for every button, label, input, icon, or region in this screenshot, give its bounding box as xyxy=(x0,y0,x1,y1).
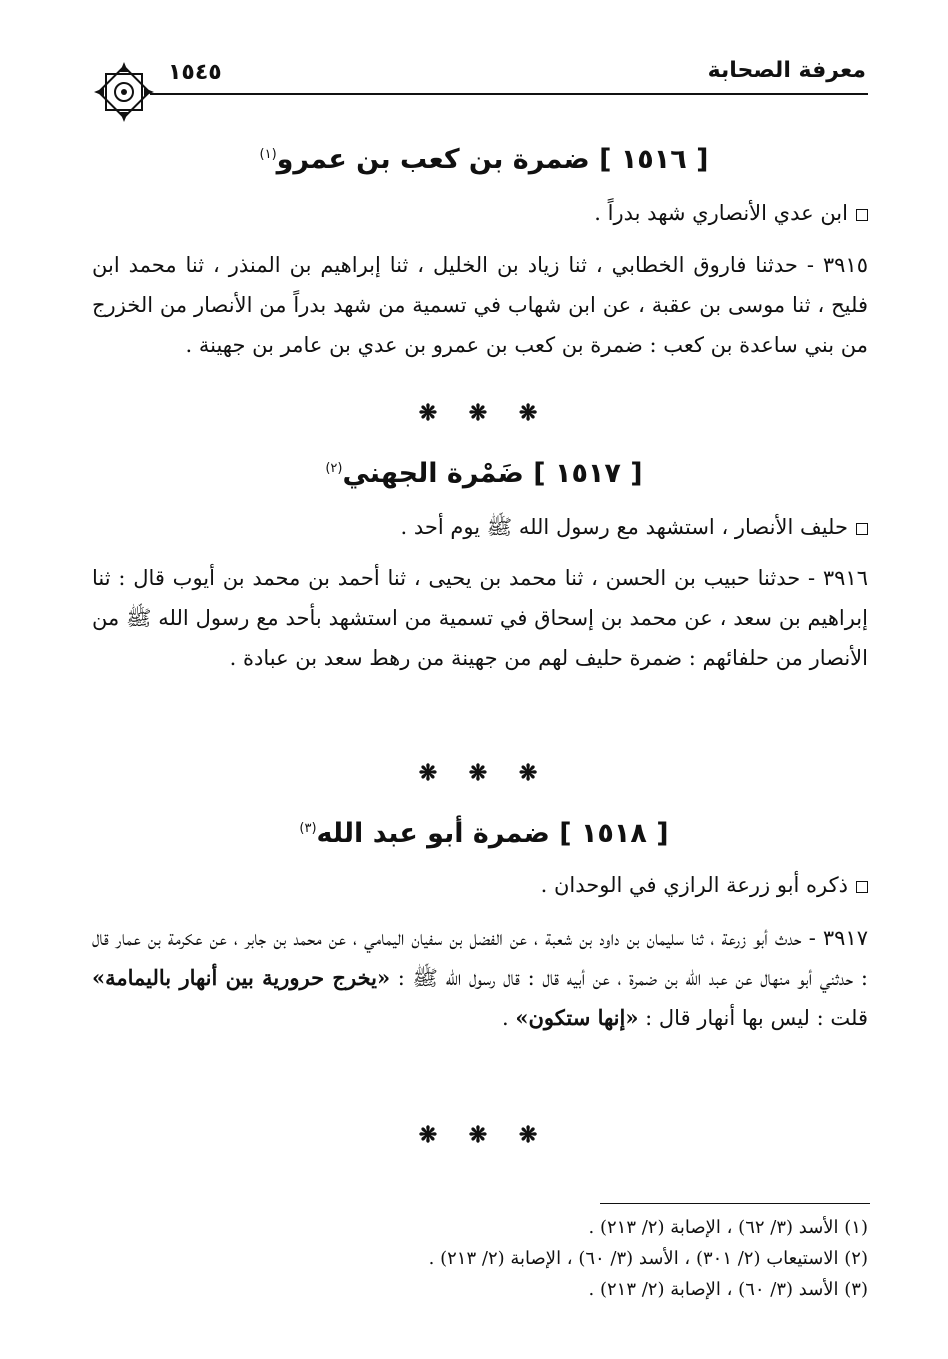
note-text: ابن عدي الأنصاري شهد بدراً . xyxy=(594,201,848,225)
hadith-text: ٣٩١٧ - حدث أبو زرعة ، ثنا سليمان بن داود بن شعبة ، عن الفضل بن سفيان اليمامي ، عن محمد بن جابر ، عن عكرمة بن عمار قال : حدثني أبو منهال عن عبد الله بن ضمرة ، عن أبيه قال : قال رسول الله ﷺ : xyxy=(92,926,868,990)
square-bullet-icon xyxy=(856,209,868,221)
square-bullet-icon xyxy=(856,881,868,893)
footnote-2: (٢) الاستيعاب (٢/ ٣٠١) ، الأسد (٣/ ٦٠) ، الإصابة (٢/ ٢١٣) . xyxy=(428,1248,868,1269)
hadith-text: . xyxy=(502,1006,516,1030)
footnote-3: (٣) الأسد (٣/ ٦٠) ، الإصابة (٢/ ٢١٣) . xyxy=(588,1279,868,1300)
hadith-3915: ٣٩١٥ - حدثنا فاروق الخطابي ، ثنا زياد بن الخليل ، ثنا إبراهيم بن المنذر ، ثنا محمد ابن فليح ، ثنا موسى بن عقبة ، عن ابن شهاب في تسمية من شهد بدراً من الأنصار من الخزرج من بني ساعدة بن كعب : ضمرة بن كعب بن عمرو بن عدي بن عامر بن جهينة . xyxy=(92,253,868,357)
hadith-quote: «يخرج حرورية بين أنهار باليمامة» xyxy=(92,965,391,990)
footnote-marker: (١) xyxy=(259,147,277,162)
entry-note-1517 xyxy=(100,512,868,542)
hadith-3916: ٣٩١٦ - حدثنا حبيب بن الحسن ، ثنا محمد بن يحيى ، ثنا أحمد بن محمد بن أيوب قال : ثنا إبراهيم بن سعد ، عن محمد بن إسحاق في تسمية من استشهد بأحد مع رسول الله ﷺ من الأنصار من حلفائهم : ضمرة حليف لهم من جهينة من رهط سعد بن عبادة . xyxy=(92,566,868,670)
note-text: حليف الأنصار ، استشهد مع رسول الله ﷺ يوم أحد . xyxy=(400,515,848,539)
hadith-3917 xyxy=(92,918,868,1038)
entry-note-1518 xyxy=(100,870,868,900)
entry-note-1516 xyxy=(100,198,868,228)
hadith-quote: «إنها ستكون» xyxy=(515,1005,639,1030)
section-separator: ❋ ❋ ❋ xyxy=(418,1122,550,1148)
entry-title-text: [ ١٥١٨ ] ضمرة أبو عبد الله xyxy=(316,818,669,849)
entry-title-1516 xyxy=(100,138,868,177)
footnote-1: (١) الأسد (٣/ ٦٢) ، الإصابة (٢/ ٢١٣) . xyxy=(588,1217,868,1238)
footnote-rule xyxy=(600,1203,870,1204)
footnote-marker: (٣) xyxy=(299,821,317,836)
entry-title-text: [ ١٥١٧ ] ضَمْرة الجهني xyxy=(342,458,643,489)
note-text: ذكره أبو زرعة الرازي في الوحدان . xyxy=(540,873,848,897)
section-separator: ❋ ❋ ❋ xyxy=(418,400,550,426)
footnote-marker: (٢) xyxy=(325,461,343,476)
running-title: معرفة الصحابة xyxy=(707,58,866,83)
hadith-text: قلت : ليس بها أنهار قال : xyxy=(638,1006,868,1030)
square-bullet-icon xyxy=(856,523,868,535)
page-number: ١٥٤٥ xyxy=(168,60,222,85)
entry-title-text: [ ١٥١٦ ] ضمرة بن كعب بن عمرو xyxy=(276,144,709,175)
entry-title-1518 xyxy=(100,812,868,851)
entry-title-1517 xyxy=(100,452,868,491)
header-rule xyxy=(150,93,868,95)
ornament-star-icon xyxy=(92,60,156,124)
section-separator: ❋ ❋ ❋ xyxy=(418,760,550,786)
